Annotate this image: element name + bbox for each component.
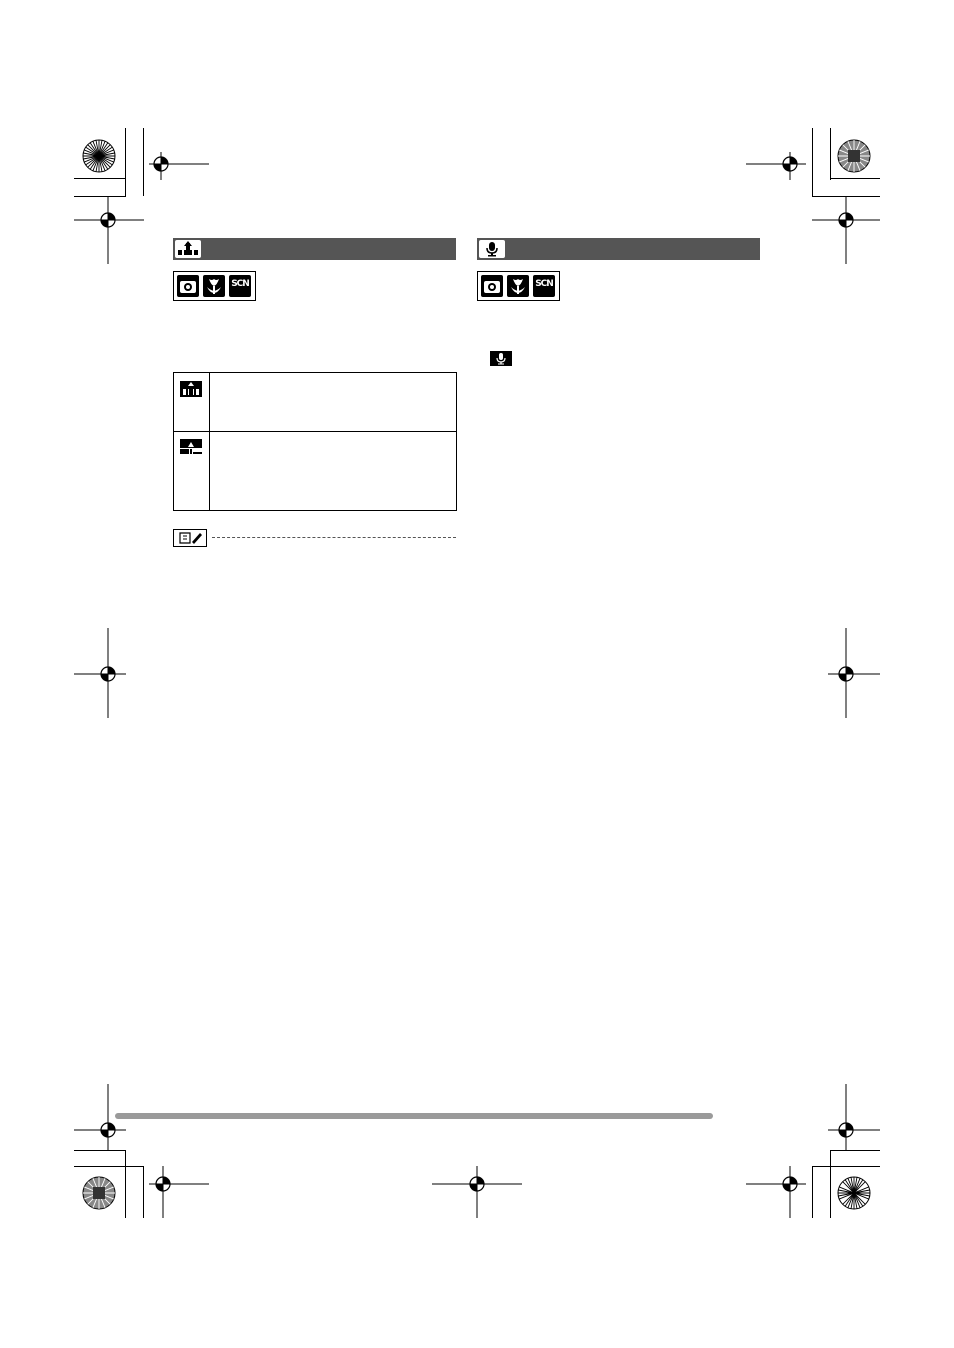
crop-mark xyxy=(125,128,126,196)
registration-target-icon xyxy=(826,628,880,718)
table-row xyxy=(174,432,456,510)
crop-mark xyxy=(143,128,144,196)
crop-mark xyxy=(812,1166,880,1167)
registration-target-icon xyxy=(812,196,880,264)
color-registration-starburst-icon xyxy=(837,139,871,173)
crop-mark xyxy=(812,128,813,196)
registration-target-icon xyxy=(432,1166,522,1218)
crop-mark xyxy=(830,1150,880,1151)
microphone-icon xyxy=(490,351,512,366)
registration-target-icon xyxy=(74,628,144,718)
scene-mode-icon xyxy=(533,275,555,297)
registration-target-icon xyxy=(149,152,209,180)
right-section-header xyxy=(477,238,760,260)
color-registration-starburst-icon xyxy=(82,1176,116,1210)
table-row xyxy=(174,373,456,431)
scn-label: SCN xyxy=(535,279,553,289)
registration-target-icon xyxy=(826,1084,880,1150)
crop-mark xyxy=(125,1150,126,1218)
note-pencil-icon xyxy=(173,529,207,547)
option-setting-2-icon xyxy=(180,439,202,455)
crop-mark xyxy=(830,178,880,179)
footer-rule xyxy=(115,1113,713,1119)
color-registration-starburst-icon xyxy=(837,1176,871,1210)
microphone-icon xyxy=(479,240,505,258)
macro-flower-icon xyxy=(203,275,225,297)
left-section-header xyxy=(173,238,456,260)
crop-mark xyxy=(74,1150,126,1151)
camera-mode-icon xyxy=(177,275,199,297)
crop-mark xyxy=(830,128,831,180)
note-divider xyxy=(212,537,456,538)
registration-target-icon xyxy=(74,196,144,264)
crop-mark xyxy=(812,1166,813,1218)
color-registration-starburst-icon xyxy=(82,139,116,173)
right-mode-icons xyxy=(477,271,560,301)
registration-target-icon xyxy=(149,1166,209,1218)
left-mode-icons xyxy=(173,271,256,301)
audio-balance-icon xyxy=(175,240,201,258)
option-setting-1-icon xyxy=(180,381,202,397)
crop-mark xyxy=(830,1150,831,1218)
crop-mark xyxy=(74,178,126,179)
crop-mark xyxy=(74,1166,144,1167)
scene-mode-icon xyxy=(229,275,251,297)
macro-flower-icon xyxy=(507,275,529,297)
camera-mode-icon xyxy=(481,275,503,297)
option-table xyxy=(173,372,457,511)
registration-target-icon xyxy=(746,152,806,180)
crop-mark xyxy=(143,1166,144,1218)
scn-label: SCN xyxy=(231,279,249,289)
registration-target-icon xyxy=(746,1166,806,1218)
